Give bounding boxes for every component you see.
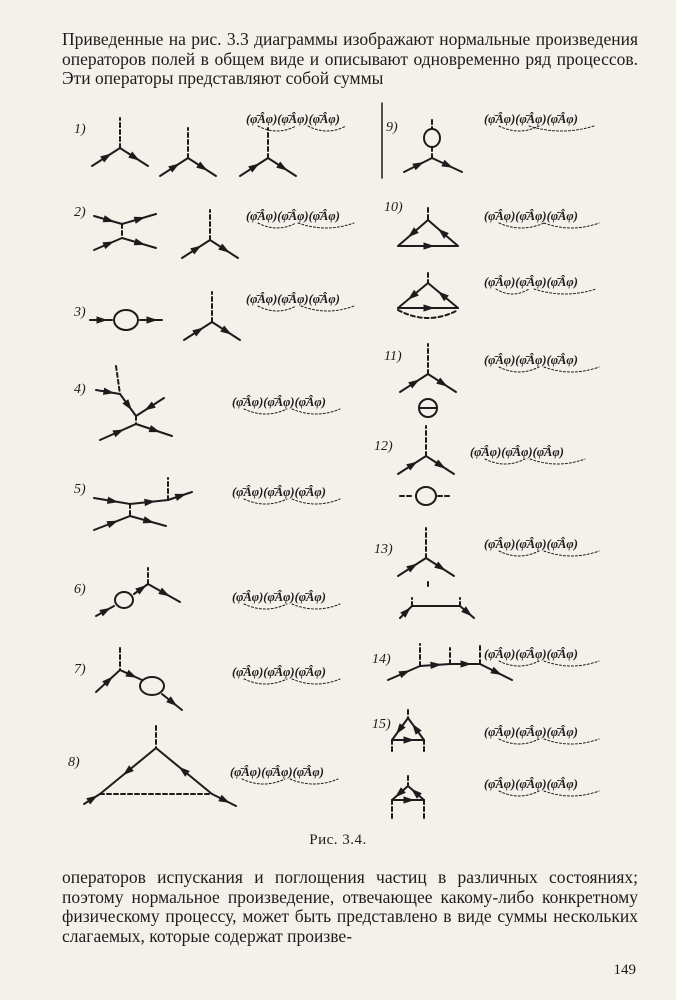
formula-text: (φ̄Âφ)(φ̄Âφ)(φ̄Âφ) [484,777,578,791]
arrow-mark [129,152,138,159]
contraction-arc [529,126,594,131]
arrow-mark [87,796,96,803]
arrow-mark [169,164,178,171]
arrow-mark [413,163,422,170]
formula-text: (φ̄Âφ)(φ̄Âφ)(φ̄Âφ) [246,292,340,306]
contraction-formula-2 [246,209,354,228]
arrow-mark [221,326,230,333]
arrow-mark [108,497,117,503]
contraction-arc [308,126,346,131]
arrow-mark [104,388,113,394]
contraction-arc [544,223,599,228]
arrow-mark [442,161,451,168]
diagram-label-12: 12) [374,439,393,454]
diagram-13 [398,528,474,618]
formula-text: (φ̄Âφ)(φ̄Âφ)(φ̄Âφ) [484,647,578,661]
diagram-1 [92,118,296,176]
feynman-diagrams-figure [60,98,620,828]
diagram-15b [392,776,424,818]
loop [140,677,164,695]
contraction-formula-16 [484,725,599,744]
formula-text: (φ̄Âφ)(φ̄Âφ)(φ̄Âφ) [246,112,340,126]
contraction-arc [292,499,340,504]
diagram-9 [404,120,462,172]
arrow-mark [147,317,156,323]
diagram-label-14: 14) [372,652,391,667]
diagram-label-5: 5) [74,482,86,497]
contraction-formula-9 [484,112,594,131]
contraction-arc [292,679,340,684]
contraction-formula-8 [230,765,338,784]
contraction-arc [499,661,539,666]
arrow-mark [175,494,184,500]
arrow-mark [435,460,444,467]
arrow-mark [277,162,286,169]
arrow-mark [103,242,112,248]
diagram-label-2: 2) [74,205,86,220]
loop [424,129,440,147]
arrow-mark [461,661,470,667]
formula-text: (φ̄Âφ)(φ̄Âφ)(φ̄Âφ) [230,765,324,779]
diagram-10 [398,208,458,249]
arrow-mark [437,378,446,385]
diagram-10b [398,273,458,318]
arrow-mark [431,662,440,668]
arrow-mark [100,609,109,616]
arrow-mark [491,668,500,675]
formula-text: (φ̄Âφ)(φ̄Âφ)(φ̄Âφ) [484,209,578,223]
contraction-arc [544,661,599,666]
arrow-mark [219,796,228,803]
contraction-arc [244,679,287,684]
formula-text: (φ̄Âφ)(φ̄Âφ)(φ̄Âφ) [470,445,564,459]
arrow-mark [113,430,122,436]
contraction-formula-4 [232,395,340,414]
arrow-mark [435,562,444,569]
contraction-formula-15 [484,647,599,666]
arrow-mark [409,380,418,387]
contraction-arc [544,551,599,556]
contraction-arc [499,739,539,744]
contraction-arc [534,289,596,294]
photon-line [398,310,458,318]
figure-caption: Рис. 3.4. [309,832,367,848]
contraction-arc [544,791,599,796]
contraction-arc [258,223,296,228]
contraction-arc [485,459,525,464]
contraction-arc [530,459,585,464]
arrow-mark [404,797,413,803]
diagram-label-9: 9) [386,120,398,135]
contraction-arc [292,409,340,414]
arrow-mark [159,588,168,595]
contraction-formula-13 [470,445,585,464]
contraction-arc [258,126,296,131]
diagram-15 [392,710,424,752]
diagram-label-10: 10) [384,200,403,215]
arrow-mark [424,243,433,249]
loop [114,310,138,330]
diagram-label-4: 4) [74,382,86,397]
formula-text: (φ̄Âφ)(φ̄Âφ)(φ̄Âφ) [232,395,326,409]
contraction-formula-10 [484,209,599,228]
arrow-mark [191,246,200,253]
arrow-mark [149,426,158,432]
arrow-mark [134,239,143,245]
contraction-arc [499,223,544,228]
contraction-arc [496,289,529,294]
arrow-mark [101,154,110,161]
contraction-formula-14 [484,537,599,556]
contraction-formula-17 [484,777,599,796]
diagram-5 [94,478,192,530]
contraction-arc [244,499,287,504]
contraction-arc [544,367,599,372]
arrow-mark [219,244,228,251]
bottom-paragraph: операторов испускания и поглощения частиц в различных состояниях; поэтому нормальное произведение, отвечающее какому-либо конкретному физическому процессу, может быть представлено в виде суммы нескольких слагаемых, которые содержат произве- [62,867,638,946]
photon-line [116,366,120,394]
formula-text: (φ̄Âφ)(φ̄Âφ)(φ̄Âφ) [232,485,326,499]
diagram-7 [96,648,182,710]
diagram-3 [90,292,240,340]
diagram-label-6: 6) [74,582,86,597]
diagram-6 [96,568,180,616]
arrow-mark [143,517,152,523]
contraction-arc [244,604,287,609]
contraction-arc [544,739,599,744]
arrow-mark [424,305,433,311]
diagram-label-11: 11) [384,349,402,364]
diagram-label-15: 15) [372,717,391,732]
contraction-formula-12 [484,353,599,372]
contraction-arc [499,791,539,796]
contraction-formula-3 [246,292,354,311]
diagram-label-13: 13) [374,542,393,557]
arrow-mark [97,317,106,323]
contraction-arc [301,306,354,311]
formula-text: (φ̄Âφ)(φ̄Âφ)(φ̄Âφ) [484,353,578,367]
arrow-mark [407,564,416,571]
arrow-mark [407,462,416,469]
arrow-mark [134,217,143,223]
arrow-mark [193,328,202,335]
formula-text: (φ̄Âφ)(φ̄Âφ)(φ̄Âφ) [246,209,340,223]
diagram-4 [96,366,172,440]
arrow-mark [145,499,154,505]
top-paragraph: Приведенные на рис. 3.3 диаграммы изображают нормальные произведения операторов полей в общем виде и описывают одновременно ряд процессов. Эти операторы представляют собой суммы [62,29,638,88]
diagram-label-8: 8) [68,755,80,770]
page-number: 149 [613,962,636,978]
arrow-mark [197,162,206,169]
diagram-11 [400,344,456,417]
contraction-formula-1 [246,112,346,131]
diagram-8 [84,726,236,806]
contraction-arc [290,779,338,784]
formula-text: (φ̄Âφ)(φ̄Âφ)(φ̄Âφ) [232,590,326,604]
contraction-arc [258,306,296,311]
contraction-arc [298,223,354,228]
arrow-mark [107,521,116,527]
arrow-mark [404,737,413,743]
diagram-label-1: 1) [74,122,86,137]
contraction-formula-11 [484,275,596,294]
diagram-12 [398,426,454,505]
formula-text: (φ̄Âφ)(φ̄Âφ)(φ̄Âφ) [484,537,578,551]
arrow-mark [103,216,112,222]
loop [416,487,436,505]
arrow-mark [249,164,258,171]
contraction-formula-5 [232,485,340,504]
contraction-arc [244,409,287,414]
formula-text: (φ̄Âφ)(φ̄Âφ)(φ̄Âφ) [484,112,578,126]
formula-text: (φ̄Âφ)(φ̄Âφ)(φ̄Âφ) [232,665,326,679]
contraction-arc [499,551,539,556]
contraction-formula-7 [232,665,340,684]
arrow-mark [399,671,408,677]
contraction-arc [242,779,285,784]
formula-text: (φ̄Âφ)(φ̄Âφ)(φ̄Âφ) [484,275,578,289]
arrow-mark [126,671,135,677]
formula-text: (φ̄Âφ)(φ̄Âφ)(φ̄Âφ) [484,725,578,739]
contraction-arc [292,604,340,609]
arrow-mark [146,402,155,409]
diagram-label-3: 3) [74,305,86,320]
loop [115,592,133,608]
contraction-formula-6 [232,590,340,609]
diagram-label-7: 7) [74,662,86,677]
contraction-arc [499,367,539,372]
diagram-2 [94,210,238,258]
